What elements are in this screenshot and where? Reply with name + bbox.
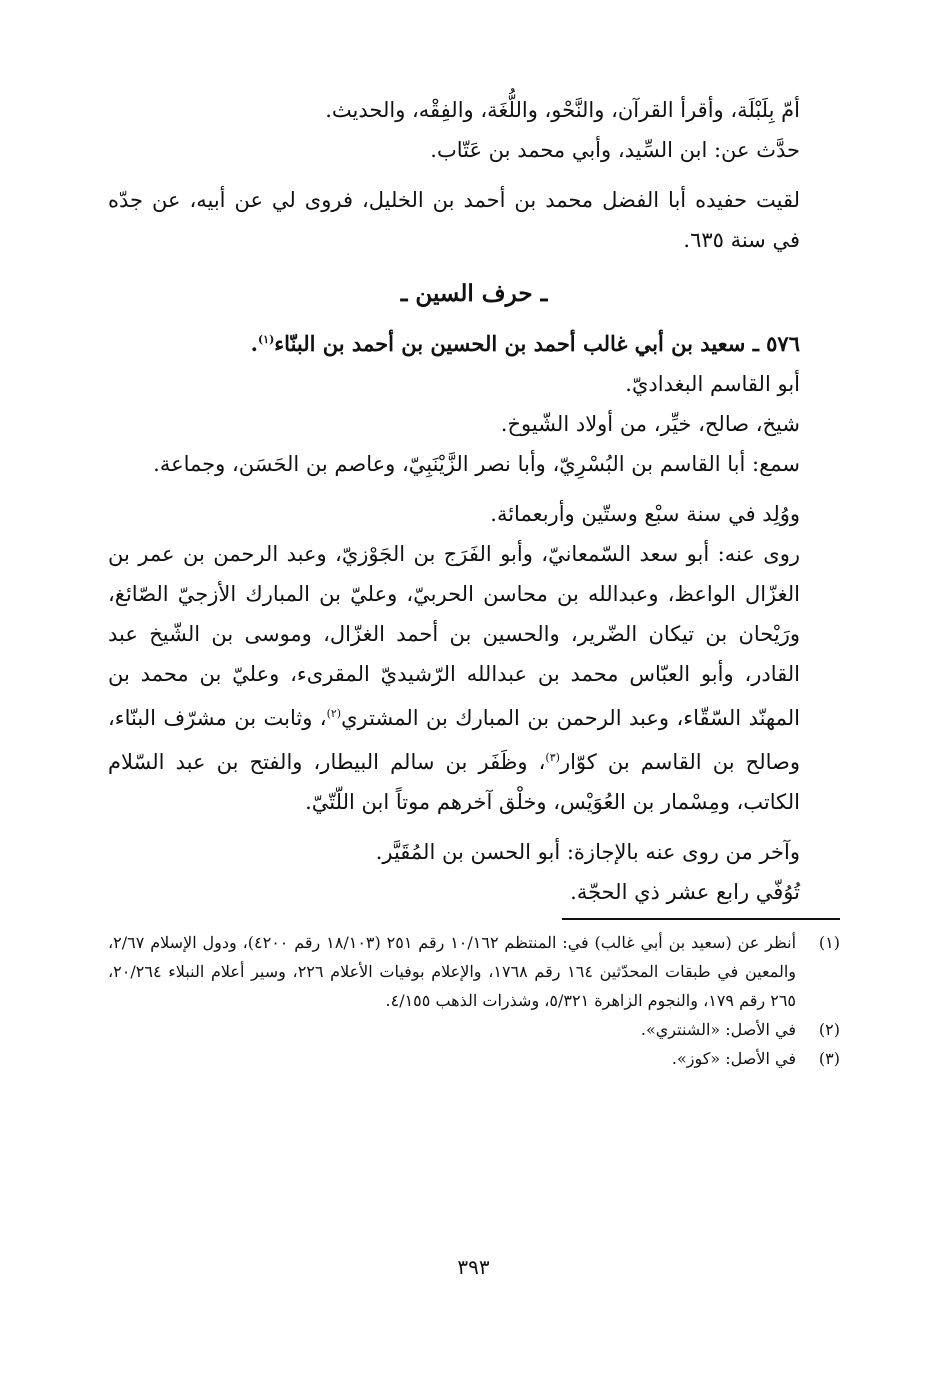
footnote-1	[108, 928, 840, 1015]
footnote-ref-1: (١)	[257, 333, 275, 346]
footnote-number: (٢)	[818, 1020, 840, 1039]
entry-ijaza: وآخر من روى عنه بالإجازة: أبو الحسن بن المُقَيَّر.	[375, 840, 800, 864]
footnote-2	[108, 1015, 840, 1044]
entry-narrators	[108, 534, 840, 822]
intro-line-1: أمّ بِلَبْلَة، وأقرأ القرآن، والنَّحْو، واللُّغَة، والفِقْه، والحديث.	[325, 98, 800, 122]
page-body	[108, 90, 840, 1073]
section-heading: ـ حرف السين ـ	[400, 280, 548, 307]
footnote-ref-2: (٢)	[326, 707, 342, 720]
entry-death: تُوُفّي رابع عشر ذي الحجّة.	[570, 880, 800, 904]
entry-title-text: ٥٧٦ ـ سعيد بن أبي غالب أحمد بن الحسين بن أحمد بن البنّاء	[274, 331, 800, 356]
intro-line-2: حدَّث عن: ابن السِّيد، وأبي محمد بن عَتّاب.	[430, 138, 800, 162]
footnote-number: (١)	[818, 933, 840, 952]
narrators-part-1: روى عنه: أبو سعد السّمعانيّ، وأبو الفَرَج بن الجَوْزيّ، وعبد الرحمن بن عمر بن الغزّال الواعظ، وعبدالله بن محاسن الحربيّ، وعليّ بن المبارك الأزجيّ الصّائغ، ورَيْحان بن تيكان الضّرير، والحسين بن أحمد الغزّال، وموسى بن الشّيخ عبد القادر، وأبو العبّاس محمد بن عبدالله الرّشيديّ المقرىء، وعليّ بن محمد بن المهنّد السّقّاء، وعبد الرحمن بن المبارك بن المشتري	[108, 542, 800, 730]
footnote-number: (٣)	[818, 1049, 840, 1068]
narrators-part-3: ، وظَفَر بن سالم البيطار، والفتح بن عبد السّلام الكاتب، ومِسْمار بن العُوَيْس، وخلْق آخرهم موتاً ابن اللّتّيّ.	[108, 750, 800, 814]
footnote-text: في الأصل: «كوز».	[671, 1049, 796, 1068]
entry-title-end: .	[250, 331, 258, 356]
entry-kunya: أبو القاسم البغداديّ.	[625, 372, 800, 396]
narrators-part-2: ، وثابت بن مشرّف البنّاء، وصالح بن القاسم بن كوّار	[108, 706, 800, 774]
footnote-divider	[562, 918, 840, 920]
intro-line-3: لقيت حفيده أبا الفضل محمد بن أحمد بن الخليل، فروى لي عن أبيه، عن جدّه في سنة ٦٣٥.	[108, 188, 800, 252]
entry-heard: سمع: أبا القاسم بن البُسْرِيّ، وأبا نصر الزَّيْنَبِيّ، وعاصم بن الحَسَن، وجماعة.	[153, 452, 800, 476]
footnote-ref-3: (٣)	[545, 751, 560, 764]
footnote-text: أنظر عن (سعيد بن أبي غالب) في: المنتظم ١٠/١٦٢ رقم ٢٥١ (١٨/١٠٣ رقم ٤٢٠٠)، ودول الإسلام ٢/٦٧، والمعين في طبقات المحدّثين ١٦٤ رقم ١٧٦٨، والإعلام بوفيات الأعلام ٢٢٦، وسير أعلام النبلاء ٢٠/٢٦٤، ٢٦٥ رقم ١٧٩، والنجوم الزاهرة ٥/٣٢١، وشذرات الذهب ٤/١٥٥.	[108, 933, 797, 1010]
footnote-text: في الأصل: «الشنتري».	[640, 1020, 796, 1039]
entry-description: شيخ، صالح، خيِّر، من أولاد الشّيوخ.	[500, 412, 800, 436]
footnote-3	[108, 1044, 840, 1073]
entry-title	[108, 320, 840, 364]
entry-born: ووُلِد في سنة سبْع وستّين وأربعمائة.	[490, 502, 800, 526]
page-number: ٣٩٣	[457, 1255, 490, 1279]
